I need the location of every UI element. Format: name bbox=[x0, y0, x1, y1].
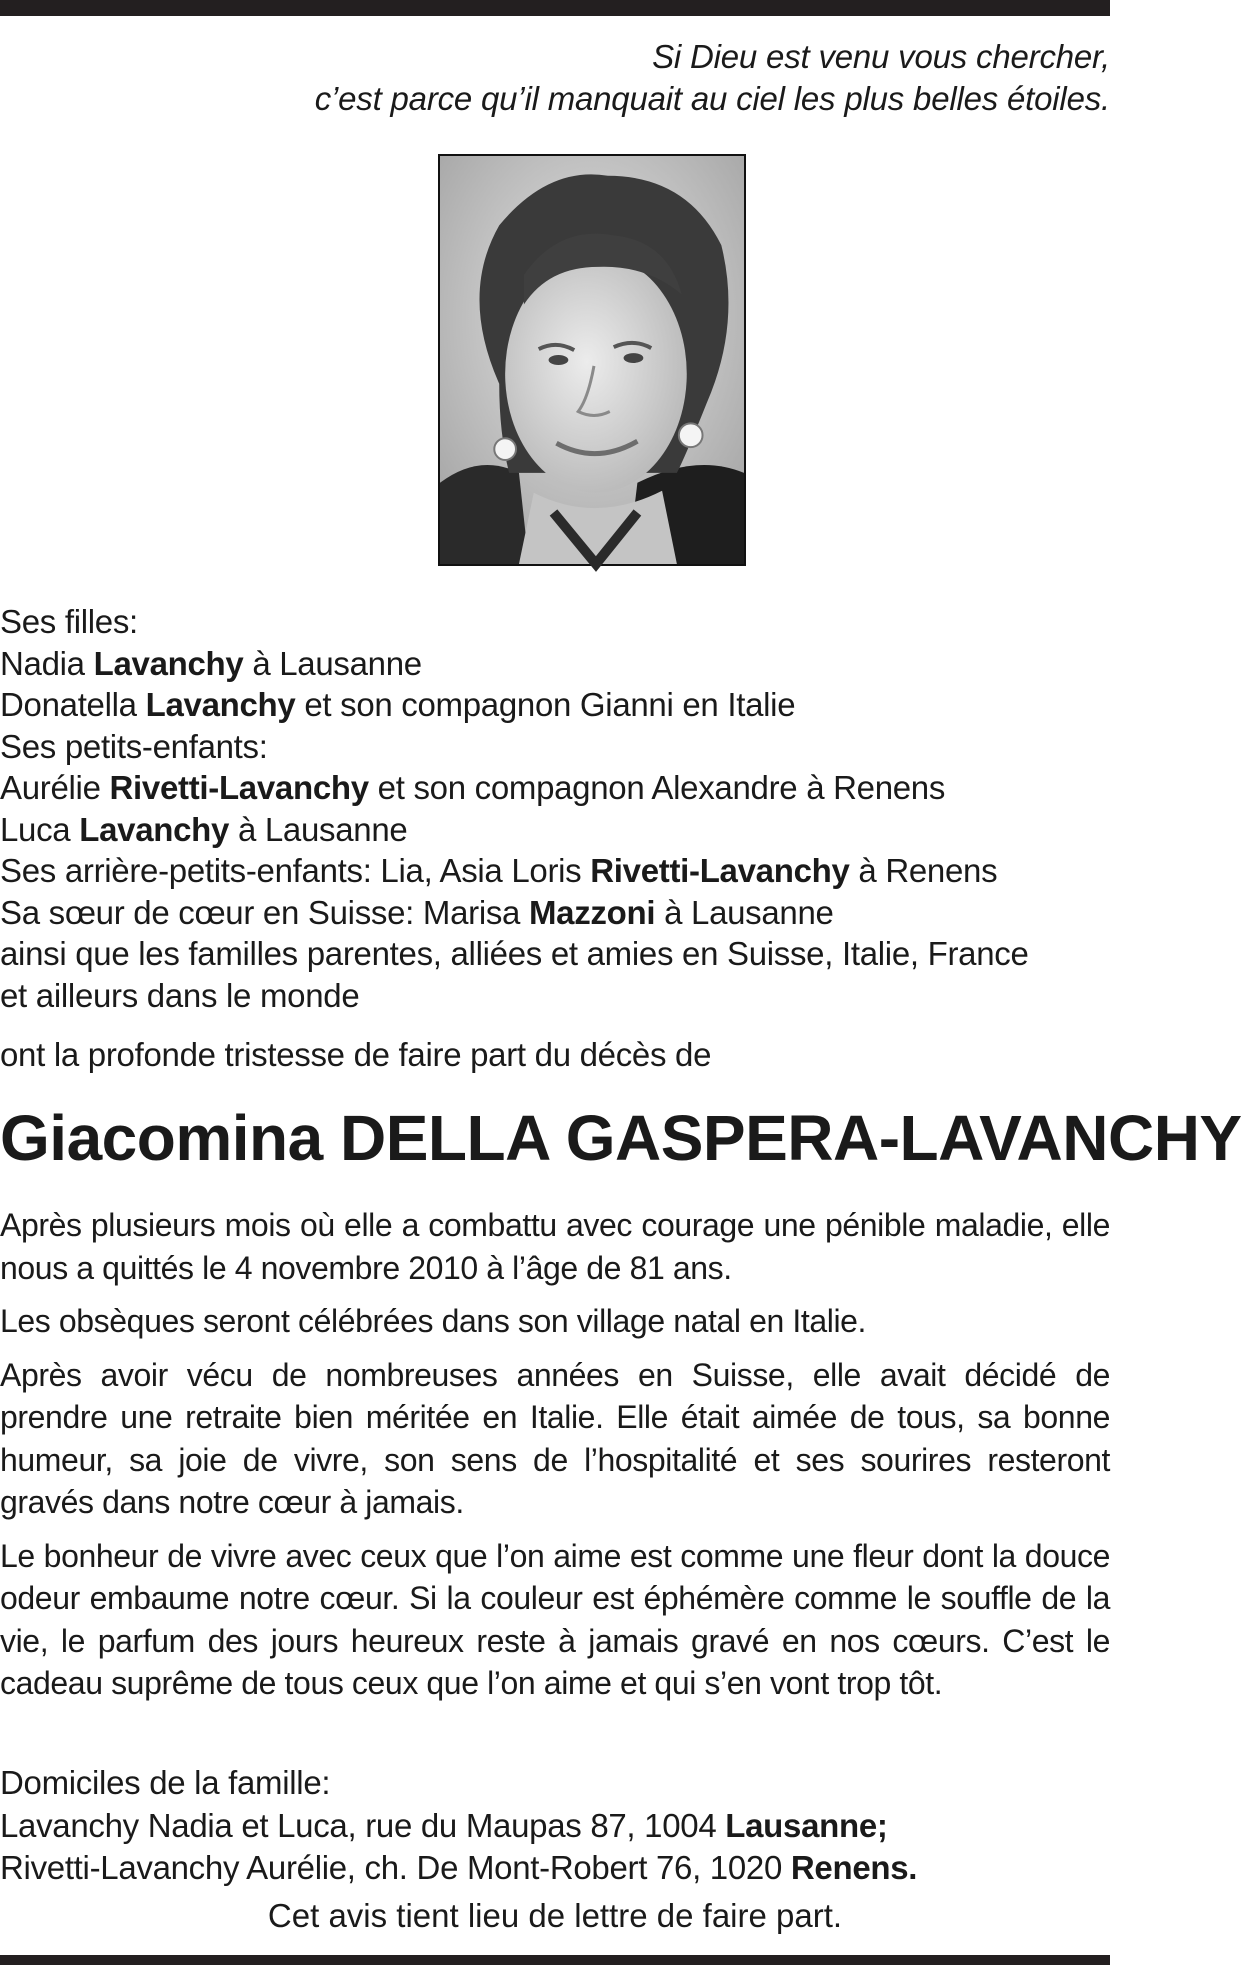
epigraph-line-2: c’est parce qu’il manquait au ciel les plus belles étoiles. bbox=[314, 80, 1110, 117]
last-name: Lavanchy bbox=[79, 810, 230, 848]
first-name: Nadia bbox=[0, 644, 85, 682]
member-detail: à Lausanne bbox=[237, 810, 408, 848]
address-text: Rivetti-Lavanchy Aurélie, ch. De Mont-Robert 76, 1020 bbox=[0, 1849, 783, 1886]
member-detail: et son compagnon Alexandre à Renens bbox=[377, 769, 946, 806]
relatives-line-1: ainsi que les familles parentes, alliées et amies en Suisse, Italie, France bbox=[0, 935, 1029, 972]
family-list bbox=[0, 601, 1110, 1016]
domicile-address-1 bbox=[0, 1805, 917, 1848]
family-member-sister bbox=[0, 892, 1110, 934]
obituary-paragraph: Après plusieurs mois où elle a combattu avec courage une pénible maladie, elle nous a quittés le 4 novembre 2010 à l’âge de 81 ans. bbox=[0, 1207, 1110, 1286]
portrait-photo-illustration bbox=[440, 156, 744, 564]
member-detail: à Renens bbox=[858, 852, 998, 889]
first-name: Donatella bbox=[0, 686, 137, 723]
family-domiciles bbox=[0, 1762, 917, 1890]
announcement-intro: ont la profonde tristesse de faire part du décès de bbox=[0, 1036, 712, 1073]
member-detail: et son compagnon Gianni en Italie bbox=[304, 686, 796, 723]
daughters-heading: Ses filles: bbox=[0, 603, 138, 640]
last-name: Rivetti-Lavanchy bbox=[590, 852, 850, 889]
obituary-paragraph: Le bonheur de vivre avec ceux que l’on aime est comme une fleur dont la douce odeur embaume notre cœur. Si la couleur est éphémère comme le souffle de la vie, le parfum des jours heureux reste à jamais gravé en nos cœurs. C’est le cadeau suprême de tous ceux que l’on aime et qui s’en vont trop tôt. bbox=[0, 1537, 1110, 1701]
last-name: Lavanchy bbox=[145, 686, 296, 723]
address-text: Lavanchy Nadia et Luca, rue du Maupas 87, 1004 bbox=[0, 1806, 717, 1844]
obituary-paragraph: Les obsèques seront célébrées dans son village natal en Italie. bbox=[0, 1303, 867, 1339]
family-member-daughter-1 bbox=[0, 643, 1110, 685]
domicile-address-2 bbox=[0, 1847, 917, 1890]
closing-note: Cet avis tient lieu de lettre de faire part. bbox=[267, 1897, 843, 1934]
last-name: Mazzoni bbox=[528, 893, 656, 931]
address-city: Lausanne; bbox=[725, 1806, 888, 1844]
family-member-grandchild-1 bbox=[0, 767, 1110, 809]
deceased-name: Giacomina DELLA GASPERA-LAVANCHY bbox=[0, 1102, 1242, 1174]
last-name: Rivetti-Lavanchy bbox=[109, 769, 369, 806]
domiciles-heading: Domiciles de la famille: bbox=[0, 1764, 331, 1801]
first-name: Luca bbox=[0, 810, 71, 848]
family-member-daughter-2 bbox=[0, 684, 1110, 726]
epigraph-line-1: Si Dieu est venu vous chercher, bbox=[652, 38, 1110, 75]
top-rule bbox=[0, 0, 1110, 16]
obituary-body bbox=[0, 1204, 1110, 1716]
family-member-great-grandchildren bbox=[0, 850, 1110, 892]
relatives-line-2: et ailleurs dans le monde bbox=[0, 976, 360, 1014]
last-name: Lavanchy bbox=[93, 644, 244, 682]
family-member-grandchild-2 bbox=[0, 809, 1110, 851]
epigraph bbox=[110, 36, 1110, 120]
member-detail: à Lausanne bbox=[664, 893, 834, 931]
grandchildren-heading: Ses petits-enfants: bbox=[0, 727, 268, 765]
member-detail: à Lausanne bbox=[252, 644, 422, 682]
portrait-photo bbox=[438, 154, 746, 566]
bottom-rule bbox=[0, 1955, 1110, 1965]
member-prefix: Ses arrière-petits-enfants: Lia, Asia Loris bbox=[0, 852, 582, 889]
address-city: Renens. bbox=[790, 1849, 918, 1886]
obituary-paragraph: Après avoir vécu de nombreuses années en Suisse, elle avait décidé de prendre une retraite bien méritée en Italie. Elle était aimée de tous, sa bonne humeur, sa joie de vivre, son sens de l’hospitalité et ses sourires resteront gravés dans notre cœur à jamais. bbox=[0, 1356, 1110, 1520]
first-name: Aurélie bbox=[0, 769, 101, 806]
member-prefix: Sa sœur de cœur en Suisse: Marisa bbox=[0, 893, 521, 931]
